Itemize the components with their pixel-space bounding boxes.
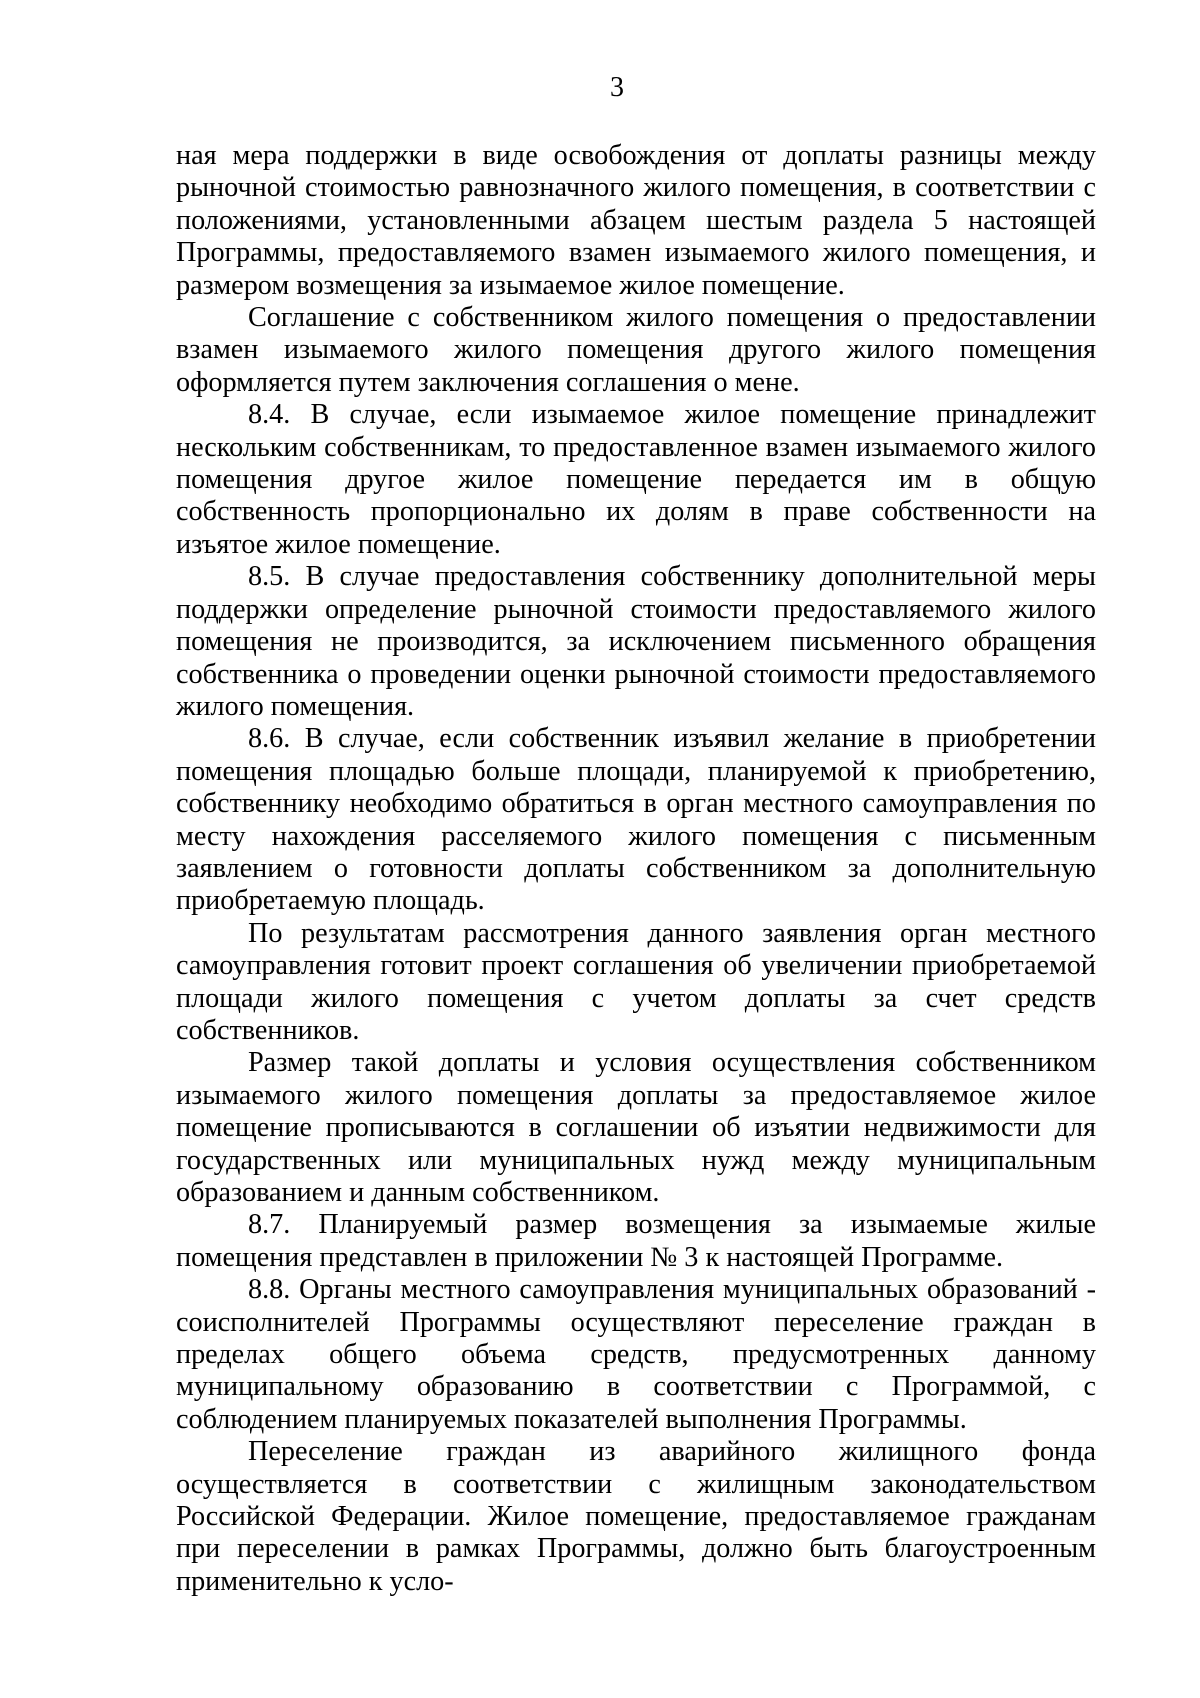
paragraph-8-7: 8.7. Планируемый размер возмещения за изымаемые жилые помещения представлен в приложении № 3 к настоящей Программе. [176, 1209, 1096, 1273]
paragraph-8-6: 8.6. В случае, если собственник изъявил желание в приобретении помещения площадью больше площади, планируемой к приобретению, собственнику необходимо обратиться в орган местного самоуправления по месту нахождения расселяемого жилого помещения с письменным заявлением о готовности доплаты собственником за дополнительную приобретаемую площадь. [176, 723, 1096, 917]
paragraph-surcharge-conditions: Размер такой доплаты и условия осуществления собственником изымаемого жилого помещения доплаты за предоставляемое жилое помещение прописываются в соглашении об изъятии недвижимости для государственных или муниципальных нужд между муниципальным образованием и данным собственником. [176, 1047, 1096, 1208]
paragraph-resettlement: Переселение граждан из аварийного жилищного фонда осуществляется в соответствии с жилищным законодательством Российской Федерации. Жилое помещение, предоставляемое гражданам при переселении в рамках Программы, должно быть благоустроенным применительно к усло- [176, 1436, 1096, 1597]
paragraph-continuation: ная мера поддержки в виде освобождения от доплаты разницы между рыночной стоимостью равнозначного жилого помещения, в соответствии с положениями, установленными абзацем шестым раздела 5 настоящей Программы, предоставляемого взамен изымаемого жилого помещения, и размером возмещения за изымаемое жилое помещение. [176, 140, 1096, 301]
document-body [176, 140, 1096, 1598]
page-number: 3 [610, 72, 624, 103]
paragraph-8-5: 8.5. В случае предоставления собственнику дополнительной меры поддержки определение рыночной стоимости предоставляемого жилого помещения не производится, за исключением письменного обращения собственника о проведении оценки рыночной стоимости предоставляемого жилого помещения. [176, 561, 1096, 722]
paragraph-8-8: 8.8. Органы местного самоуправления муниципальных образований - соисполнителей Программы осуществляют переселение граждан в пределах общего объема средств, предусмотренных данному муниципальному образованию в соответствии с Программой, с соблюдением планируемых показателей выполнения Программы. [176, 1274, 1096, 1435]
paragraph-agreement-exchange: Соглашение с собственником жилого помещения о предоставлении взамен изымаемого жилого помещения другого жилого помещения оформляется путем заключения соглашения о мене. [176, 302, 1096, 398]
paragraph-8-4: 8.4. В случае, если изымаемое жилое помещение принадлежит нескольким собственникам, то предоставленное взамен изымаемого жилого помещения другое жилое помещение передается им в общую собственность пропорционально их долям в праве собственности на изъятое жилое помещение. [176, 399, 1096, 560]
paragraph-application-review: По результатам рассмотрения данного заявления орган местного самоуправления готовит проект соглашения об увеличении приобретаемой площади жилого помещения с учетом доплаты за счет средств собственников. [176, 917, 1096, 1046]
